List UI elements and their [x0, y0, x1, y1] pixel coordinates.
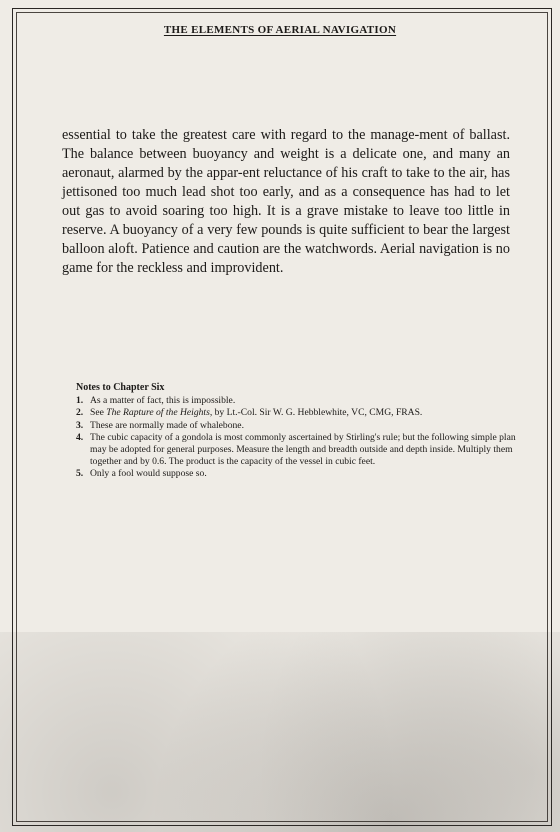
note-item	[76, 432, 516, 469]
note-text: The cubic capacity of a gondola is most commonly ascertained by Stirling's rule; but the following simple plan may be adopted for general purposes. Measure the length and breadth outside and depth inside. Multiply them together and by 0.6. The product is the capacity of the vessel in cubic feet.	[90, 431, 516, 468]
note-item	[76, 407, 516, 419]
running-header: THE ELEMENTS OF AERIAL NAVIGATION	[163, 24, 397, 36]
note-item	[76, 420, 516, 432]
note-text-suffix: by Lt.-Col. Sir W. G. Hebblewhite, VC, CMG, FRAS.	[212, 407, 423, 419]
note-text: Only a fool would suppose so.	[90, 468, 207, 480]
note-item	[76, 395, 516, 407]
note-text: These are normally made of whalebone.	[90, 419, 244, 431]
note-number: 1.	[76, 395, 84, 407]
note-text-prefix: See	[90, 407, 107, 419]
paragraph-text: essential to take the greatest care with regard to the manage-ment of ballast. The balance between buoyancy and weight is a delicate one, and many an aeronaut, alarmed by the appar-ent reluctance of his craft to take to the air, has jettisoned too much lead shot too early, and as a consequence has had to let out gas to avoid soaring too high. It is a grave mistake to leave too little in reserve. A buoyancy of a very few pounds is quite sufficient to bear the largest balloon aloft. Patience and caution are the watchwords. Aerial navigation is no game for the reckless and improvident.	[62, 127, 510, 276]
note-number: 2.	[76, 407, 84, 419]
chapter-notes	[76, 382, 516, 481]
note-item	[76, 468, 516, 480]
note-number: 5.	[76, 468, 84, 480]
note-text: As a matter of fact, this is impossible.	[90, 395, 236, 407]
book-title: The Rapture of the Heights,	[106, 407, 213, 419]
note-number: 4.	[76, 431, 84, 443]
body-paragraph	[62, 126, 510, 278]
notes-title: Notes to Chapter Six	[76, 382, 165, 393]
note-number: 3.	[76, 419, 84, 431]
note-text	[90, 407, 516, 419]
